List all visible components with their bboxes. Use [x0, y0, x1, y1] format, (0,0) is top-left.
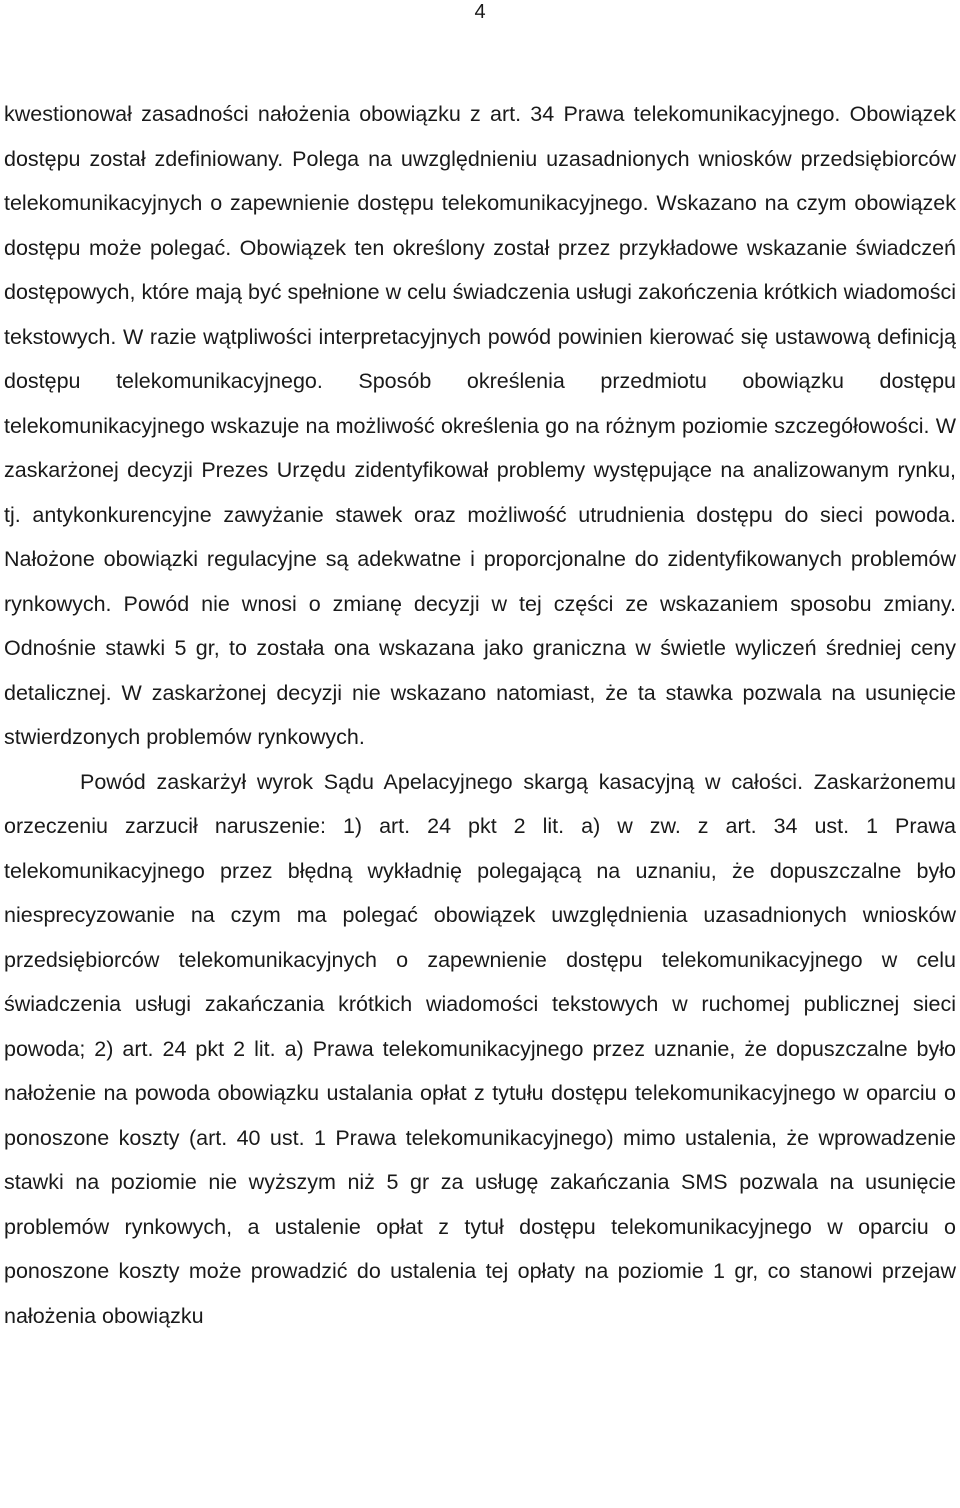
page-number: 4 — [474, 1, 486, 23]
paragraph-1: kwestionował zasadności nałożenia obowiązku z art. 34 Prawa telekomunikacyjnego. Obowiązek dostępu został zdefiniowany. Polega na uwzględnieniu uzasadnionych wniosków przedsiębiorców telekomunikacyjnych o zapewnienie dostępu telekomunikacyjnego. Wskazano na czym obowiązek dostępu może polegać. Obowiązek ten określony został przez przykładowe wskazanie świadczeń dostępowych, które mają być spełnione w celu świadczenia usługi zakończenia krótkich wiadomości tekstowych. W razie wątpliwości interpretacyjnych powód powinien kierować się ustawową definicją dostępu telekomunikacyjnego. Sposób określenia przedmiotu obowiązku dostępu telekomunikacyjnego wskazuje na możliwość określenia go na różnym poziomie szczegółowości. W zaskarżonej decyzji Prezes Urzędu zidentyfikował problemy występujące na analizowanym rynku, tj. antykonkurencyjne zawyżanie stawek oraz możliwość utrudnienia dostępu do sieci powoda. Nałożone obowiązki regulacyjne są adekwatne i proporcjonalne do zidentyfikowanych problemów rynkowych. Powód nie wnosi o zmianę decyzji w tej części ze wskazaniem sposobu zmiany. Odnośnie stawki 5 gr, to została ona wskazana jako graniczna w świetle wyliczeń średniej ceny detalicznej. W zaskarżonej decyzji nie wskazano natomiast, że ta stawka pozwala na usunięcie stwierdzonych problemów rynkowych. — [4, 102, 956, 749]
document-body — [4, 92, 956, 1338]
paragraph-2: Powód zaskarżył wyrok Sądu Apelacyjnego skargą kasacyjną w całości. Zaskarżonemu orzeczeniu zarzucił naruszenie: 1) art. 24 pkt 2 lit. a) w zw. z art. 34 ust. 1 Prawa telekomunikacyjnego przez błędną wykładnię polegającą na uznaniu, że dopuszczalne było niesprecyzowanie na czym ma polegać obowiązek uwzględnienia uzasadnionych wniosków przedsiębiorców telekomunikacyjnych o zapewnienie dostępu telekomunikacyjnego w celu świadczenia usługi zakańczania krótkich wiadomości tekstowych w ruchomej publicznej sieci powoda; 2) art. 24 pkt 2 lit. a) Prawa telekomunikacyjnego przez uznanie, że dopuszczalne było nałożenie na powoda obowiązku ustalania opłat z tytułu dostępu telekomunikacyjnego w oparciu o ponoszone koszty (art. 40 ust. 1 Prawa telekomunikacyjnego) mimo ustalenia, że wprowadzenie stawki na poziomie nie wyższym niż 5 gr za usługę zakańczania SMS pozwala na usunięcie problemów rynkowych, a ustalenie opłat z tytuł dostępu telekomunikacyjnego w oparciu o ponoszone koszty może prowadzić do ustalenia tej opłaty na poziomie 1 gr, co stanowi przejaw nałożenia obowiązku — [4, 769, 956, 1328]
